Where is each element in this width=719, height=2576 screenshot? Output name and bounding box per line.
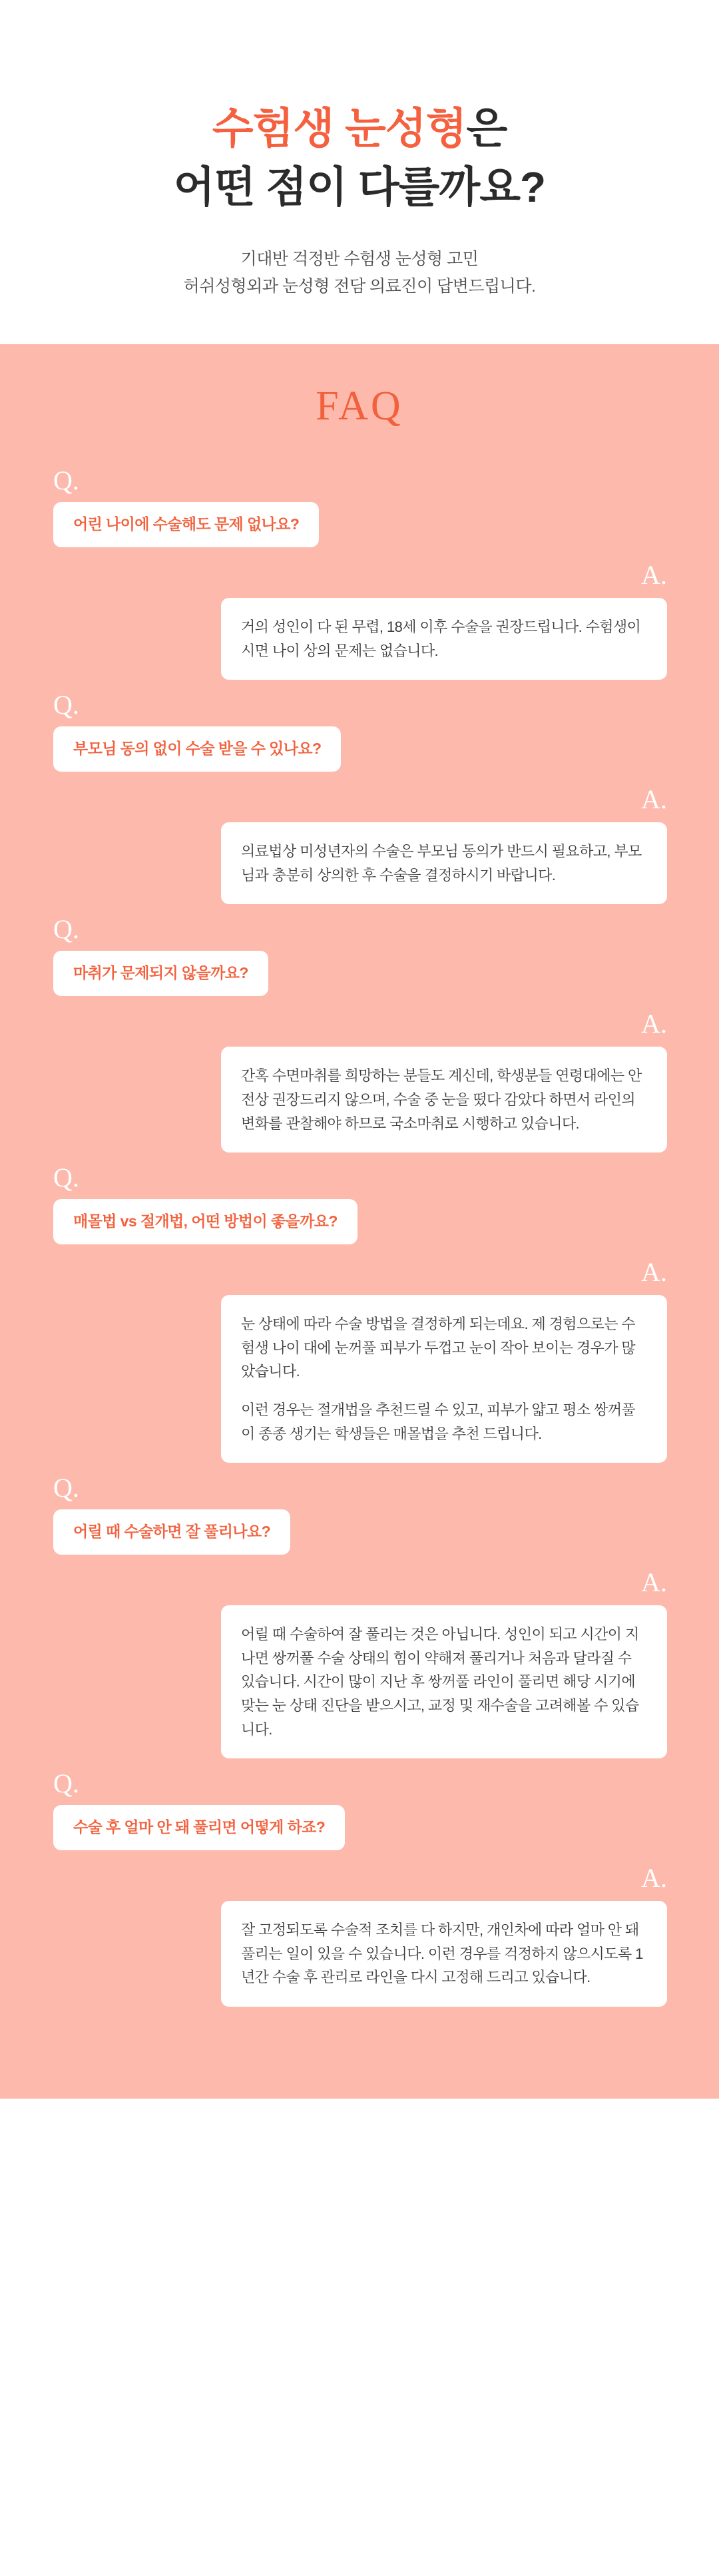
faq-answer-paragraph: 잘 고정되도록 수술적 조치를 다 하지만, 개인차에 따라 얼마 안 돼 풀리는 일이 있을 수 있습니다. 이런 경우를 걱정하지 않으시도록 1년간 수술 후 관리로 라인을 다시 고정해 드리고 있습니다.	[241, 1922, 643, 1986]
faq-answer-bubble	[221, 598, 667, 680]
faq-answer-bubble	[221, 1295, 667, 1463]
faq-question-bubble: 매몰법 vs 절개법, 어떤 방법이 좋을까요?	[53, 1199, 358, 1244]
page-title-accent: 수험생 눈성형	[212, 104, 467, 152]
faq-question-row	[0, 692, 719, 772]
faq-question-row	[0, 916, 719, 996]
faq-question-row	[0, 1475, 719, 1555]
faq-question-bubble: 어린 나이에 수술해도 문제 없나요?	[53, 502, 319, 547]
faq-answer-row	[0, 1259, 719, 1463]
hero-spacer	[0, 300, 719, 344]
faq-section	[0, 344, 719, 2099]
answer-mark-label: A.	[641, 1009, 667, 1039]
faq-answer-row	[0, 1569, 719, 1758]
faq-item	[0, 1770, 719, 2007]
faq-answer-bubble	[221, 1901, 667, 2007]
faq-answer-row	[0, 1865, 719, 2007]
question-mark-label: Q.	[53, 1768, 79, 1799]
faq-answer-paragraph: 거의 성인이 다 된 무렵, 18세 이후 수술을 권장드립니다. 수험생이시면 나이 상의 문제는 없습니다.	[241, 619, 641, 659]
faq-answer-paragraph: 눈 상태에 따라 수술 방법을 결정하게 되는데요. 제 경험으로는 수험생 나이 대에 눈꺼풀 피부가 두껍고 눈이 작아 보이는 경우가 많았습니다.	[241, 1316, 636, 1380]
faq-item	[0, 1475, 719, 1758]
page-title-line2: 어떤 점이 다를까요?	[173, 162, 546, 211]
answer-mark-label: A.	[641, 1567, 667, 1598]
question-mark-label: Q.	[53, 465, 79, 496]
faq-question-row	[0, 1770, 719, 1850]
faq-answer-bubble	[221, 822, 667, 904]
faq-item	[0, 467, 719, 680]
faq-answer-paragraph: 의료법상 미성년자의 수술은 부모님 동의가 반드시 필요하고, 부모님과 충분히 상의한 후 수술을 결정하시기 바랍니다.	[241, 843, 642, 884]
faq-question-bubble: 마취가 문제되지 않을까요?	[53, 951, 268, 996]
faq-answer-row	[0, 1011, 719, 1153]
faq-answer-row	[0, 786, 719, 904]
faq-answer-bubble	[221, 1605, 667, 1758]
answer-mark-label: A.	[641, 1863, 667, 1894]
faq-answer-bubble	[221, 1047, 667, 1153]
faq-question-row	[0, 1164, 719, 1244]
hero-subtitle	[0, 246, 719, 301]
faq-answer-row	[0, 562, 719, 680]
question-mark-label: Q.	[53, 1162, 79, 1193]
faq-answer-paragraph: 어릴 때 수술하여 잘 풀리는 것은 아닙니다. 성인이 되고 시간이 지나면 쌍꺼풀 수술 상태의 힘이 약해져 풀리거나 처음과 달라질 수 있습니다. 시간이 많이 지난 후 쌍꺼풀 라인이 풀리면 해당 시기에 맞는 눈 상태 진단을 받으시고, 교정 및 재수술을 고려해볼 수 있습니다.	[241, 1626, 639, 1738]
faq-heading: FAQ	[316, 384, 403, 429]
hero-subtitle-line1: 기대반 걱정반 수험생 눈성형 고민	[240, 249, 479, 268]
answer-mark-label: A.	[641, 560, 667, 591]
faq-question-bubble: 수술 후 얼마 안 돼 풀리면 어떻게 하죠?	[53, 1805, 345, 1850]
answer-mark-label: A.	[641, 784, 667, 815]
faq-question-row	[0, 467, 719, 547]
question-mark-label: Q.	[53, 1473, 79, 1503]
hero-subtitle-line2: 허쉬성형외과 눈성형 전담 의료진이 답변드립니다.	[183, 276, 536, 296]
faq-item	[0, 916, 719, 1153]
answer-mark-label: A.	[641, 1257, 667, 1288]
faq-question-bubble: 부모님 동의 없이 수술 받을 수 있나요?	[53, 726, 341, 772]
page-title	[0, 102, 719, 215]
question-mark-label: Q.	[53, 914, 79, 945]
faq-answer-paragraph: 이런 경우는 절개법을 추천드릴 수 있고, 피부가 얇고 평소 쌍꺼풀이 종종 생기는 학생들은 매몰법을 추천 드립니다.	[241, 1402, 636, 1442]
faq-question-bubble: 어릴 때 수술하면 잘 풀리나요?	[53, 1509, 290, 1555]
faq-answer-paragraph: 간혹 수면마취를 희망하는 분들도 계신데, 학생분들 연령대에는 안전상 권장드리지 않으며, 수술 중 눈을 떴다 감았다 하면서 라인의 변화를 관찰해야 하므로 국소마취로 시행하고 있습니다.	[241, 1067, 642, 1132]
page-title-rest: 은	[466, 104, 507, 152]
question-mark-label: Q.	[53, 690, 79, 720]
faq-item	[0, 692, 719, 904]
faq-item	[0, 1164, 719, 1463]
hero-section	[0, 0, 719, 344]
